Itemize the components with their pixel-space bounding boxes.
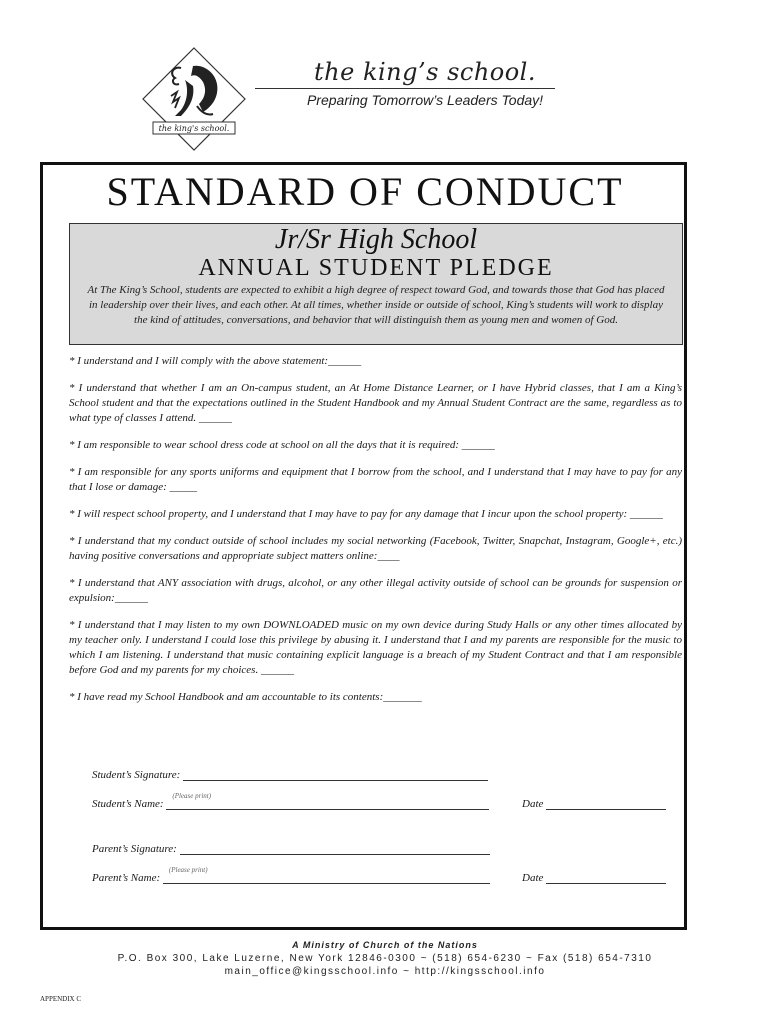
print-hint: (Please print): [172, 792, 212, 800]
footer: [0, 940, 770, 977]
address-line: P.O. Box 300, Lake Luzerne, New York 12846-0300 ~ (518) 654-6230 ~ Fax (518) 654-7310: [117, 953, 653, 964]
pledge-items: [69, 354, 682, 717]
pledge-box: [69, 223, 683, 345]
brand-divider: [255, 88, 555, 89]
date-label: Date: [522, 798, 544, 810]
parent-signature-row: [92, 843, 692, 855]
appendix-label: APPENDIX C: [40, 995, 82, 1003]
school-logo: [141, 46, 247, 152]
pledge-item: * I understand that my conduct outside of school includes my social networking (Facebook, Twitter, Snapchat, Instagram, Google+, etc.) having positive conversations and appropriate subject matters online:____: [69, 535, 682, 562]
parent-name-label: Parent’s Name:: [92, 872, 161, 884]
parent-name-row: [92, 866, 692, 884]
pledge-item: * I understand that ANY association with drugs, alcohol, or any other illegal activity outside of school can be grounds for suspension or expulsion:______: [69, 577, 682, 604]
student-name-row: [92, 792, 692, 810]
pledge-item: * I am responsible to wear school dress code at school on all the days that it is required: ______: [69, 439, 495, 451]
pledge-subtitle: Jr/Sr High School: [274, 224, 478, 255]
student-signature-field[interactable]: [183, 769, 488, 781]
print-hint: (Please print): [168, 866, 208, 874]
parent-name-field[interactable]: [163, 866, 490, 884]
student-signature-label: Student’s Signature:: [92, 769, 181, 781]
parent-date-field[interactable]: [546, 872, 666, 884]
tagline: Preparing Tomorrow’s Leaders Today!: [306, 92, 544, 108]
pledge-heading: ANNUAL STUDENT PLEDGE: [198, 255, 554, 281]
pledge-text: At The King’s School, students are expected to exhibit a high degree of respect toward God, and towards those that God has placed in leadership over their lives, and each other. At all times, whether inside or outside of school, King’s students will work to display the kind of attitudes, conversations, and behavior that will distinguish them as young men and women of God.: [87, 284, 665, 326]
pledge-item: * I am responsible for any sports uniforms and equipment that I borrow from the school, and I understand that I may have to pay for any that I lose or damage: _____: [69, 466, 682, 493]
pledge-item: * I understand that I may listen to my own DOWNLOADED music on my own device during Study Halls or any other times allocated by my teacher only. I understand I could lose this privilege by abusing it. I understand that I and my parents are responsible for the music to which I am listening. I understand that music containing explicit language is a breach of my Student Contract and that I am responsible before God and my parents for my choices. ______: [69, 619, 682, 676]
brand-header: [255, 58, 585, 108]
page-title: STANDARD OF CONDUCT: [106, 169, 624, 214]
pledge-item: * I will respect school property, and I understand that I may have to pay for any damage that I incur upon the school property: ______: [69, 508, 663, 520]
pledge-item: * I understand and I will comply with the above statement:______: [69, 355, 362, 367]
student-date-field[interactable]: [546, 798, 666, 810]
student-name-label: Student’s Name:: [92, 798, 164, 810]
pledge-item: * I understand that whether I am an On-campus student, an At Home Distance Learner, or I have Hybrid classes, that I am a King’s School student and that the expectations outlined in the Student Handbook and my Annual Student Contract are the same, regardless as to what type of classes I attend. ______: [69, 382, 682, 424]
school-name: the king’s school.: [314, 58, 536, 86]
parent-date: [522, 872, 666, 884]
pledge-item: * I have read my School Handbook and am accountable to its contents:_______: [69, 691, 422, 703]
student-signature-row: [92, 769, 692, 781]
parent-signature-field[interactable]: [180, 843, 490, 855]
date-label: Date: [522, 872, 544, 884]
contact-line: main_office@kingsschool.info ~ http://kingsschool.info: [224, 966, 546, 977]
logo-text: the king's school.: [158, 124, 230, 133]
student-date: [522, 798, 666, 810]
parent-signature-label: Parent’s Signature:: [92, 843, 177, 855]
student-name-field[interactable]: [166, 792, 489, 810]
ministry-line: A Ministry of Church of the Nations: [292, 940, 478, 950]
